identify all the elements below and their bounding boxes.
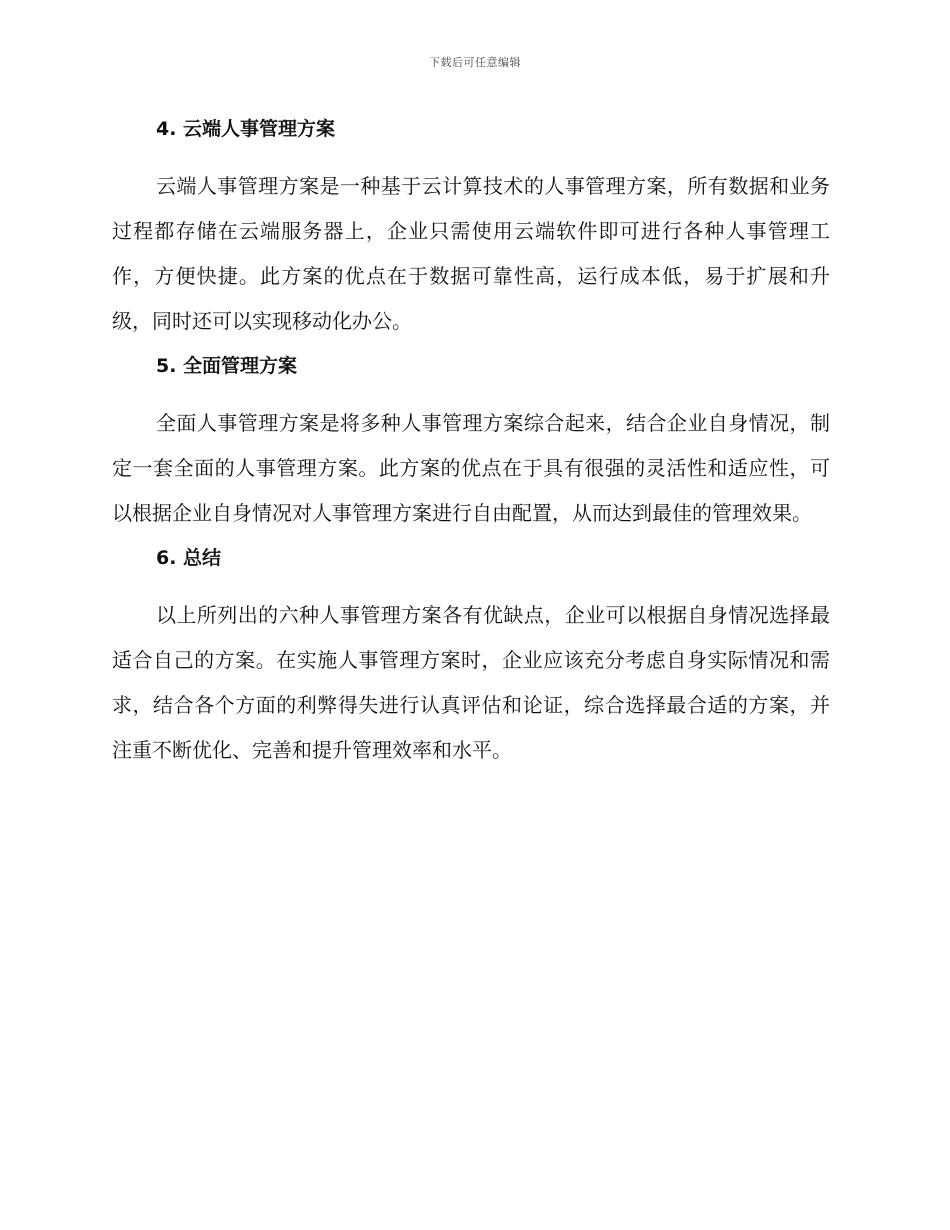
section-heading-comprehensive: 5. 全面管理方案 xyxy=(156,355,298,377)
document-body xyxy=(112,112,830,773)
page-header: 下载后可任意编辑 xyxy=(429,56,521,69)
section-paragraph-comprehensive: 全面人事管理方案是将多种人事管理方案综合起来，结合企业自身情况，制定一套全面的人事管理方案。此方案的优点在于具有很强的灵活性和适应性，可以根据企业自身情况对人事管理方案进行自由配置，从而达到最佳的管理效果。 xyxy=(112,411,830,525)
section-heading-cloud-hr: 4. 云端人事管理方案 xyxy=(156,118,336,140)
section-paragraph-cloud-hr: 云端人事管理方案是一种基于云计算技术的人事管理方案，所有数据和业务过程都存储在云端服务器上，企业只需使用云端软件即可进行各种人事管理工作，方便快捷。此方案的优点在于数据可靠性高，运行成本低，易于扩展和升级，同时还可以实现移动化办公。 xyxy=(112,174,830,333)
section-heading-summary: 6. 总结 xyxy=(156,547,222,569)
section-paragraph-summary: 以上所列出的六种人事管理方案各有优缺点，企业可以根据自身情况选择最适合自己的方案。在实施人事管理方案时，企业应该充分考虑自身实际情况和需求，结合各个方面的利弊得失进行认真评估和论证，综合选择最合适的方案，并注重不断优化、完善和提升管理效率和水平。 xyxy=(112,603,830,762)
